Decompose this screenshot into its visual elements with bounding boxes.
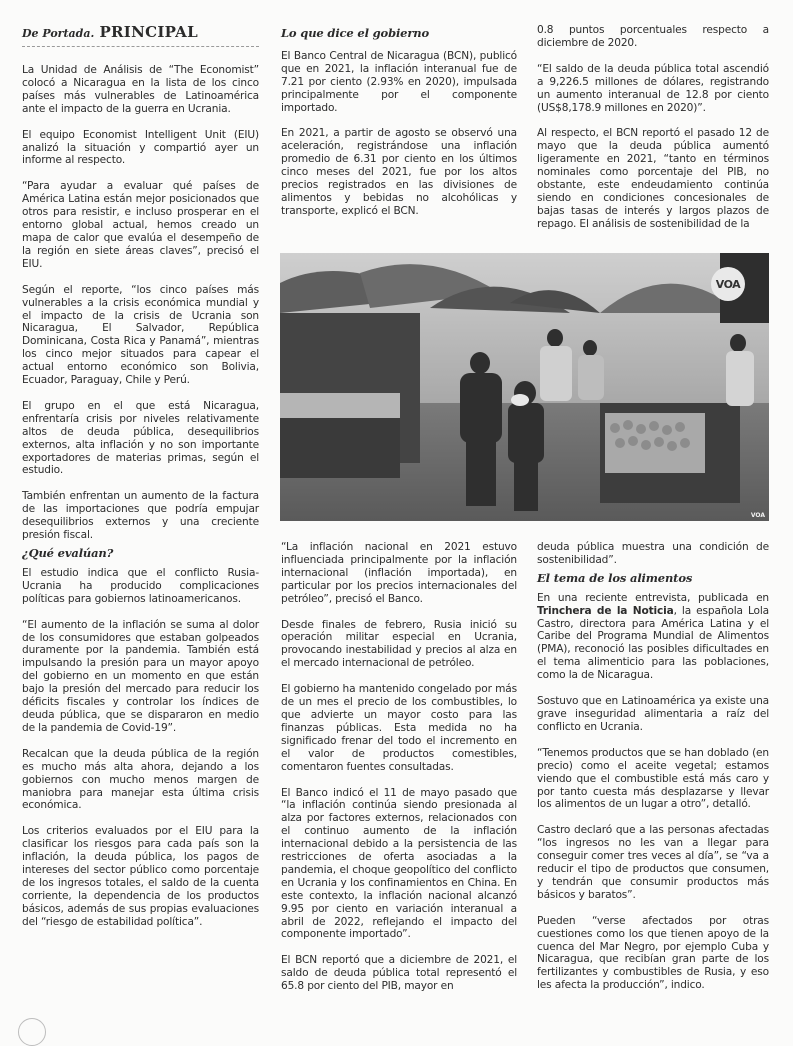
paragraph: Según el reporte, “los cinco países más vulnerables a la crisis económica mundial y el impacto de la crisis de Ucrania son Nicaragua, El Salvador, República Dominicana, Costa Rica y Panamá”, mientras los cinco mejor situados para capear el actual entorno económico son Bolivia, Ecuador, Paraguay, Chile y Perú. [22,283,259,387]
paragraph: El BCN reportó que a diciembre de 2021, el saldo de deuda pública total representó el 65.8 por ciento del PIB, mayor en [281,954,517,993]
paragraph: Desde finales de febrero, Rusia inició su operación militar especial en Ucrania, provocando inestabilidad y precios al alza en el mercado internacional de petróleo. [281,618,517,670]
paragraph: Recalcan que la deuda pública de la región es mucho más alta ahora, dejando a los gobiernos con mucho menos margen de maniobra para manejar esta última crisis económica. [22,747,259,812]
paragraph: El equipo Economist Intelligent Unit (EIU) analizó la situación y compartió ayer un informe al respecto. [22,128,259,167]
subheading-gobierno: Lo que dice el gobierno [281,26,429,40]
article-column-1 [22,64,259,942]
paragraph: Sostuvo que en Latinoamérica ya existe una grave inseguridad alimentaria a raíz del conflicto en Ucrania. [537,695,769,733]
paragraph: El gobierno ha mantenido congelado por más de un mes el precio de los combustibles, lo que advierte un mayor costo para las finanzas públicas. Esta medida no ha significado frenar del todo el incremento en el valor de productos comestibles, comentaron fuentes consultadas. [281,683,517,773]
paragraph: También enfrentan un aumento de la factura de las importaciones que podría empujar desequilibrios externos y una creciente presión fiscal. [22,490,259,542]
paragraph: El grupo en el que está Nicaragua, enfrentaría crisis por niveles relativamente altos de deuda pública, desequilibrios externos, alta inflación y no son importante exportadores de materias primas, según el estudio. [22,399,259,477]
paragraph: 0.8 puntos porcentuales respecto a diciembre de 2020. [537,24,769,49]
article-column-3-bottom [537,541,769,1005]
voa-logo-badge: VOA [711,267,745,301]
paragraph: “El saldo de la deuda pública total ascendió a 9,226.5 millones de dólares, registrando un aumento interanual de 12.8 por ciento (US$8,178.9 millones en 2020)”. [537,62,769,114]
paragraph-interview [537,592,769,682]
paragraph: “Tenemos productos que se han doblado (en precio) como el aceite vegetal; estamos viendo que el combustible está más caro y por tanto cuesta más desplazarse y llevar los alimentos de un lugar a otro”, detalló. [537,746,769,811]
photo-credit: VOA [750,512,765,519]
section-prefix: De Portada. [22,27,95,40]
page-number-circle [18,1018,46,1046]
paragraph: La Unidad de Análisis de “The Economist” colocó a Nicaragua en la lista de los cinco países más vulnerables de Latinoamérica ante el impacto de la guerra en Ucrania. [22,64,259,115]
article-column-2-top [281,26,517,231]
paragraph: El Banco indicó el 11 de mayo pasado que “la inflación continúa siendo presionada al alza por factores externos, relacionados con el continuo aumento de la inflación internacional debido a la persistencia de las restricciones de oferta asociadas a la pandemia, el choque geopolítico del conflicto en Ucrania y los confinamientos en China. En este contexto, la inflación nacional alcanzó 9.95 por ciento en variación interanual a abril de 2022, reflejando el impacto del componente importado”. [281,786,517,941]
market-scene-image [280,253,769,521]
subheading-alimentos: El tema de los alimentos [537,570,693,585]
paragraph: Los criterios evaluados por el EIU para la clasificar los riesgos para cada país son la inflación, la deuda pública, los pagos de intereses del sector público como porcentaje de los ingresos totales, el saldo de la cuenta corriente, la dependencia de los productos básicos, además de sus propias evaluaciones del “riesgo de estabilidad política”. [22,825,259,928]
paragraph: deuda pública muestra una condición de sostenibilidad”. [537,541,769,566]
paragraph: Al respecto, el BCN reportó el pasado 12 de mayo que la deuda pública aumentó ligeramente en 2021, “tanto en términos nominales como porcentaje del PIB, no obstante, este endeudamiento continúa siendo en condiciones concesionales de bajas tasas de interés y largos plazos de repago. El análisis de sostenibilidad de la [537,127,769,230]
section-divider [22,46,259,47]
paragraph: “El aumento de la inflación se suma al dolor de los consumidores que estaban golpeados duramente por la pandemia. También está impulsando la presión para un mayor apoyo del gobierno en un momento en que están bajo la presión del mercado para reducir los déficits fiscales y controlar los índices de deuda pública, que se dispararon en medio de la pandemia de Covid-19”. [22,618,259,734]
paragraph: “La inflación nacional en 2021 estuvo influenciada principalmente por la inflación internacional (inflación importada), en particular por los precios internacionales del petróleo”, precisó el Banco. [281,541,517,605]
section-header [22,22,260,41]
text: En una reciente entrevista, publicada en [537,591,769,604]
paragraph: Pueden “verse afectados por otras cuestiones como los que tienen apoyo de la cuenca del Mar Negro, por ejemplo Cuba y Nicaragua, que recibían gran parte de los fertilizantes y combustibles de Rusia, y eso les afecta la producción”, indico. [537,914,769,992]
section-name: PRINCIPAL [99,23,198,41]
paragraph: El Banco Central de Nicaragua (BCN), publicó que en 2021, la inflación interanual fue de 7.21 por ciento (2.93% en 2020), impulsada principalmente por el componente importado. [281,49,517,114]
paragraph: En 2021, a partir de agosto se observó una aceleración, registrándose una inflación promedio de 6.31 por ciento en los últimos cinco meses del 2021, fue por los altos precios registrados en las divisiones de alimentos y bebidas no alcohólicas y transporte, explicó el BCN. [281,127,517,217]
paragraph: El estudio indica que el conflicto Rusia-Ucrania ha producido complicaciones políticas para gobiernos latinoamericanos. [22,566,259,605]
text: , la española Lola Castro, directora para América Latina y el Caribe del Programa Mundial de Alimentos (PMA), reconoció las posibles dificultades en el tema alimenticio para las poblaciones, como la de Nicaragua. [537,604,769,682]
article-column-2-bottom [281,541,517,1006]
article-column-3-top [537,24,769,244]
subheading-que-evaluan: ¿Qué evalúan? [22,546,114,560]
paragraph: “Para ayudar a evaluar qué países de América Latina están mejor posicionados que otros para resistir, e incluso prosperar en el entorno global actual, hemos creado un mapa de calor que evalúa el desempeño de la región en siete áreas claves”, precisó el EIU. [22,180,259,270]
source-name: Trinchera de la Noticia [537,604,674,617]
paragraph: Castro declaró que a las personas afectadas “los ingresos no les van a llegar para conseguir comer tres veces al día”, se “va a reducir el tipo de productos que consumen, y tendrán que consumir productos más básicos y baratos”. [537,824,769,901]
market-photo [280,253,769,521]
